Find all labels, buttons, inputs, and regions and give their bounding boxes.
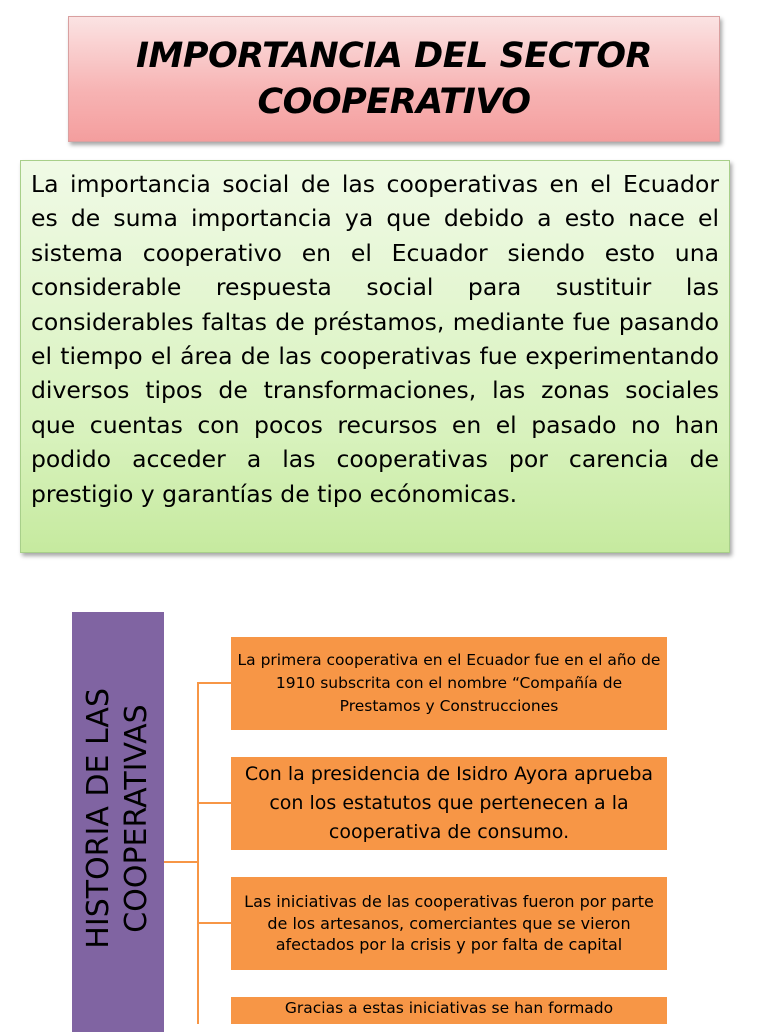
history-item-2 (231, 757, 667, 850)
history-side-label-wrap (72, 612, 164, 1024)
history-side-label: HISTORIA DE LAS COOPERATIVAS (81, 687, 154, 949)
title-line-1: IMPORTANCIA DEL SECTOR (136, 36, 652, 76)
history-item-2-text: Con la presidencia de Isidro Ayora aprueba con los estatutos que pertenecen a la cooperativa de consumo. (244, 763, 654, 843)
connector-branch-3 (197, 922, 231, 924)
history-item-1 (231, 637, 667, 730)
connector-vertical (197, 682, 199, 1024)
connector-trunk (164, 861, 199, 863)
history-item-4-text: Gracias a estas iniciativas se han formado (284, 999, 614, 1017)
importance-text-box (20, 160, 730, 553)
title-box (68, 16, 720, 142)
connector-branch-1 (197, 682, 231, 684)
history-item-3-text: Las iniciativas de las cooperativas fueron por parte de los artesanos, comerciantes que se vieron afectados por la crisis y por falta de capital (244, 892, 654, 955)
title-line-2: COOPERATIVO (257, 82, 531, 122)
history-item-4 (231, 997, 667, 1024)
importance-paragraph: La importancia social de las cooperativas en el Ecuador es de suma importancia ya que debido a esto nace el sistema cooperativo en el Ecuador siendo esto una considerable respuesta social para sustituir las considerables faltas de préstamos, mediante fue pasando el tiempo el área de las cooperativas fue experimentando diversos tipos de transformaciones, las zonas sociales que cuentas con pocos recursos en el pasado no han podido acceder a las cooperativas por carencia de prestigio y garantías de tipo ecónomicas. (31, 170, 719, 508)
history-item-1-text: La primera cooperativa en el Ecuador fue en el año de 1910 subscrita con el nombre “Compañía de Prestamos y Construcciones (237, 651, 661, 715)
connector-branch-2 (197, 802, 231, 804)
history-item-3 (231, 877, 667, 970)
